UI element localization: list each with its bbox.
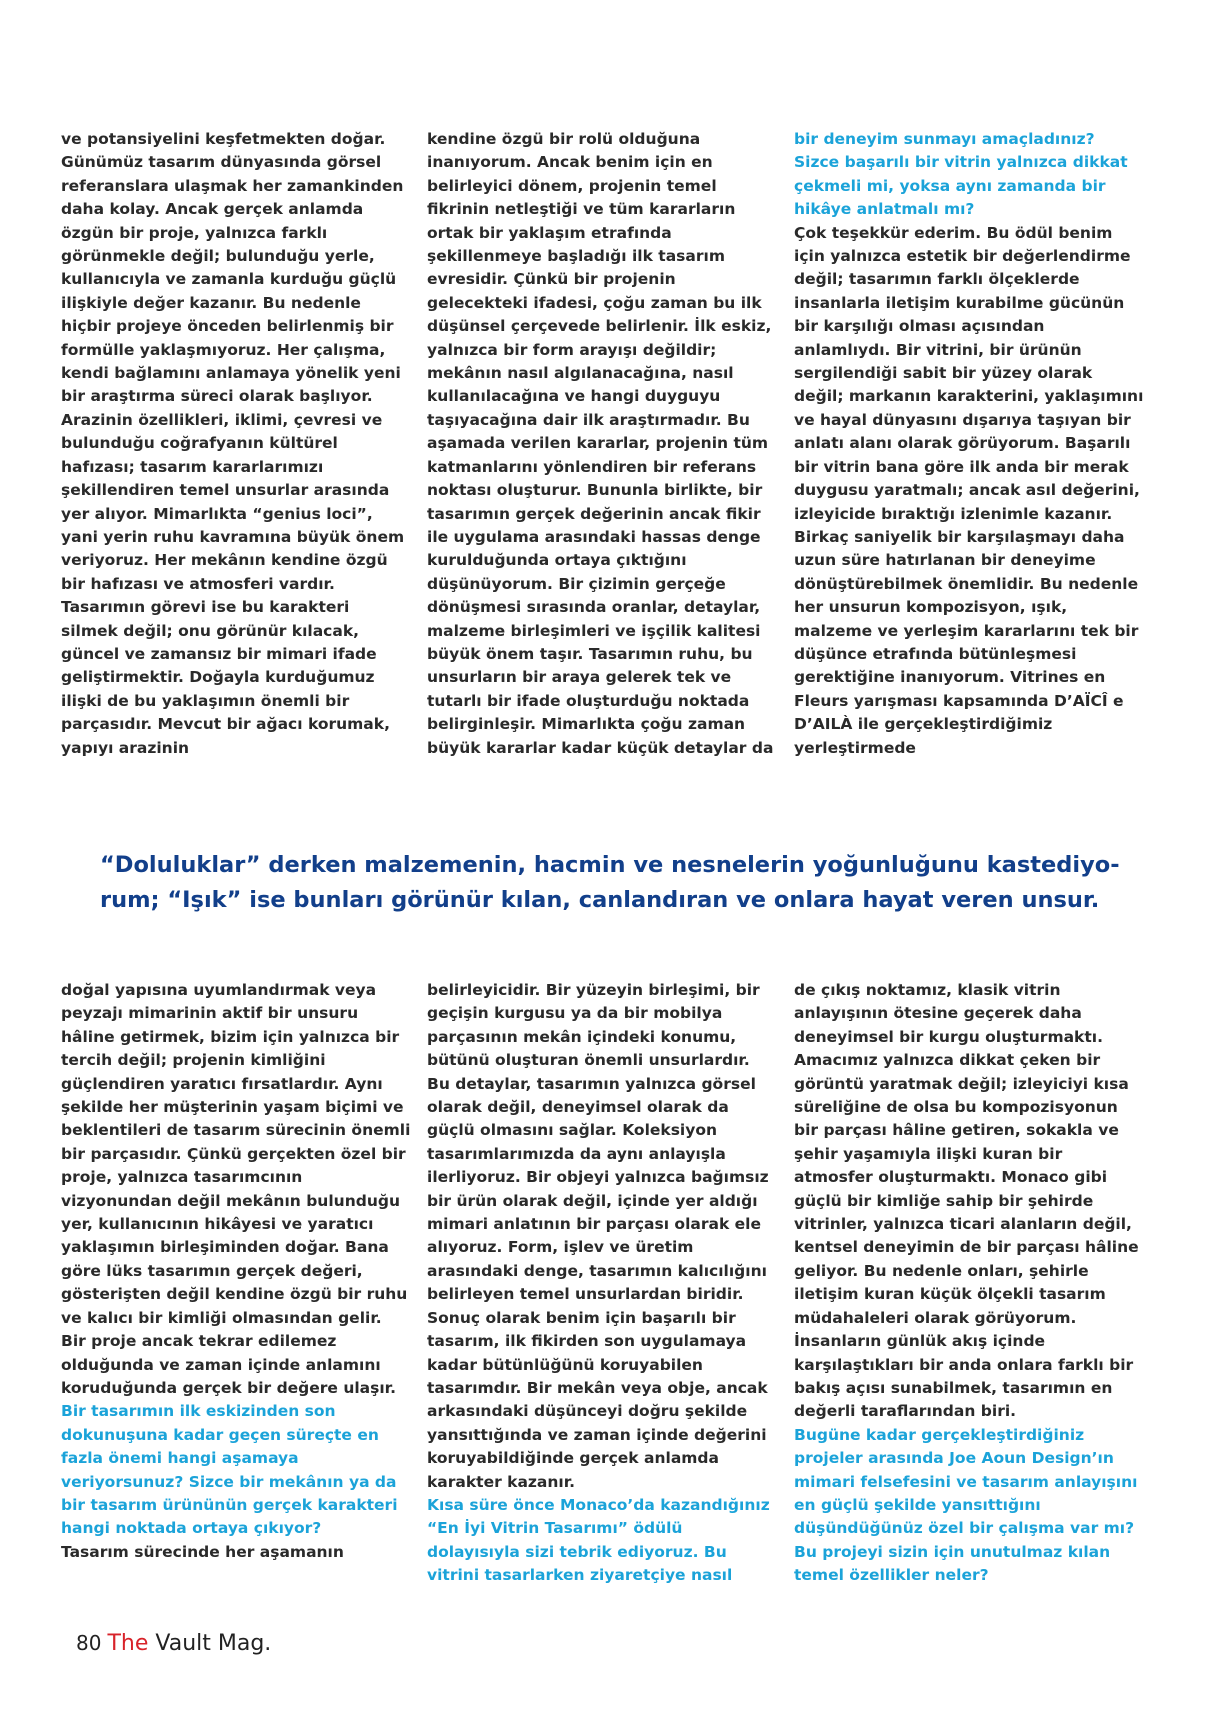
article-column-bottom-left — [61, 979, 411, 1564]
pull-quote-line: rum; “Işık” ise bunları görünür kılan, canlandıran ve onlara hayat veren unsur. — [100, 887, 1100, 913]
interview-question: Bir tasarımın ilk eskizinden son dokunuşuna kadar geçen süreçte en fazla önemi hangi aşamaya veriyorsunuz? Sizce bir mekânın ya da bir tasarım ürününün gerçek karakteri hangi noktada ortaya çıkıyor? — [61, 1402, 398, 1538]
article-column-top-right — [794, 128, 1144, 760]
interview-question: Bugüne kadar gerçekleştirdiğiniz projeler arasında Joe Aoun Design’ın mimari felsefesini ve tasarım anlayışını en güçlü şekilde yansıttığını düşündüğünüz özel bir çalışma var mı? Bu projeyi sizin için unutulmaz kılan temel özellikler neler? — [794, 1425, 1138, 1585]
pull-quote-line: “Doluluklar” derken malzemenin, hacmin ve nesnelerin yoğunluğunu kastediyo- — [100, 852, 1120, 878]
article-column-bottom-right — [794, 979, 1144, 1588]
page-number: 80 — [76, 1631, 102, 1655]
brand-name: Vault Mag. — [148, 1631, 272, 1656]
body-paragraph: de çıkış noktamız, klasik vitrin anlayışının ötesine geçerek daha deneyimsel bir kurgu oluşturmaktı. Amacımız yalnızca dikkat çeken bir görüntü yaratmak değil; izleyiciyi kısa süreliğine de olsa bu kompozisyonun bir parçası hâline getiren, sokakla ve şehir yaşamıyla ilişki kuran bir atmosfer oluşturmaktı. Monaco gibi güçlü bir kimliğe sahip bir şehirde vitrinler, yalnızca ticari alanların değil, kentsel deneyimin de bir parçası hâline geliyor. Bu nedenle onları, şehirle iletişim kuran küçük ölçekli tasarım müdahaleleri olarak görüyorum. İnsanların günlük akış içinde karşılaştıkları bir anda onlara farklı bir bakış açısı sunabilmek, tasarımın en değerli taraflarından biri. — [794, 981, 1139, 1421]
article-column-top-middle — [427, 128, 777, 760]
body-paragraph: doğal yapısına uyumlandırmak veya peyzajı mimarinin aktif bir unsuru hâline getirmek, bizim için yalnızca bir tercih değil; projenin kimliğini güçlendiren yaratıcı fırsatlardır. Aynı şekilde her müşterinin yaşam biçimi ve beklentileri de tasarım sürecinin önemli bir parçasıdır. Çünkü gerçekten özel bir proje, yalnızca tasarımcının vizyonundan değil mekânın bulunduğu yer, kullanıcının hikâyesi ve yaratıcı yaklaşımın birleşiminden doğar. Bana göre lüks tasarımın gerçek değeri, gösterişten değil kendine özgü bir ruhu ve kalıcı bir kimliği olmasından gelir. Bir proje ancak tekrar edilemez olduğunda ve zaman içinde anlamını koruduğunda gerçek bir değere ulaşır. — [61, 981, 411, 1397]
page-footer — [76, 1631, 271, 1656]
body-paragraph: Tasarım sürecinde her aşamanın — [61, 1542, 344, 1561]
body-paragraph: belirleyicidir. Bir yüzeyin birleşimi, bir geçişin kurgusu ya da bir mobilya parçasının mekân içindeki konumu, bütünü oluşturan önemli unsurlardır. Bu detaylar, tasarımın yalnızca görsel olarak değil, deneyimsel olarak da güçlü olmasını sağlar. Koleksiyon tasarımlarımızda da aynı anlayışla ilerliyoruz. Bir objeyi yalnızca bağımsız bir ürün olarak değil, içinde yer aldığı mimari anlatının bir parçası olarak ele alıyoruz. Form, işlev ve üretim arasındaki denge, tasarımın kalıcılığını belirleyen temel unsurlardan biridir. Sonuç olarak benim için başarılı bir tasarım, ilk fikirden son uygulamaya kadar bütünlüğünü koruyabilen tasarımdır. Bir mekân veya obje, ancak arkasındaki düşünceyi doğru şekilde yansıttığında ve zaman içinde değerini koruyabildiğinde gerçek anlamda karakter kazanır. — [427, 981, 769, 1491]
body-paragraph: ve potansiyelini keşfetmekten doğar. Günümüz tasarım dünyasında görsel referanslara ulaşmak her zamankinden daha kolay. Ancak gerçek anlamda özgün bir proje, yalnızca farklı görünmekle değil; bulunduğu yerle, kullanıcıyla ve zamanla kurduğu güçlü ilişkiyle değer kazanır. Bu nedenle hiçbir projeye önceden belirlenmiş bir formülle yaklaşmıyoruz. Her çalışma, kendi bağlamını anlamaya yönelik yeni bir araştırma süreci olarak başlıyor. Arazinin özellikleri, iklimi, çevresi ve bulunduğu coğrafyanın kültürel hafızası; tasarım kararlarımızı şekillendiren temel unsurlar arasında yer alıyor. Mimarlıkta “genius loci”, yani yerin ruhu kavramına büyük önem veriyoruz. Her mekânın kendine özgü bir hafızası ve atmosferi vardır. Tasarımın görevi ise bu karakteri silmek değil; onu görünür kılacak, güncel ve zamansız bir mimari ifade geliştirmektir. Doğayla kurduğumuz ilişki de bu yaklaşımın önemli bir parçasıdır. Mevcut bir ağacı korumak, yapıyı arazinin — [61, 130, 405, 757]
body-paragraph: Çok teşekkür ederim. Bu ödül benim için yalnızca estetik bir değerlendirme değil; tasarımın farklı ölçeklerde insanlarla iletişim kurabilme gücünün bir karşılığı olması açısından anlamlıydı. Bir vitrini, bir ürünün sergilendiği sabit bir yüzey olarak değil; markanın karakterini, yaklaşımını ve hayal dünyasını dışarıya taşıyan bir anlatı alanı olarak görüyorum. Başarılı bir vitrin bana göre ilk anda bir merak duygusu yaratmalı; ancak asıl değerini, izleyicide bıraktığı izlenimle kazanır. Birkaç saniyelik bir karşılaşmayı daha uzun süre hatırlanan bir deneyime dönüştürebilmek önemlidir. Bu nedenle her unsurun kompozisyon, ışık, malzeme ve yerleşim kararlarını tek bir düşünce etrafında bütünleşmesi gerektiğine inanıyorum. Vitrines en Fleurs yarışması kapsamında D’AÏCÎ e D’AILÀ ile gerçekleştirdiğimiz yerleştirmede — [794, 223, 1144, 757]
body-paragraph: kendine özgü bir rolü olduğuna inanıyorum. Ancak benim için en belirleyici dönem, projenin temel fikrinin netleştiği ve tüm kararların ortak bir yaklaşım etrafında şekillenmeye başladığı ilk tasarım evresidir. Çünkü bir projenin gelecekteki ifadesi, çoğu zaman bu ilk düşünsel çerçevede belirlenir. İlk eskiz, yalnızca bir form arayışı değildir; mekânın nasıl algılanacağına, nasıl kullanılacağına ve hangi duyguyu taşıyacağına dair ilk araştırmadır. Bu aşamada verilen kararlar, projenin tüm katmanlarını yönlendiren bir referans noktası oluşturur. Bununla birlikte, bir tasarımın gerçek değerinin ancak fikir ile uygulama arasındaki hassas denge kurulduğunda ortaya çıktığını düşünüyorum. Bir çizimin gerçeğe dönüşmesi sırasında oranlar, detaylar, malzeme birleşimleri ve işçilik kalitesi büyük önem taşır. Tasarımın ruhu, bu unsurların bir araya gelerek tek ve tutarlı bir ifade oluşturduğu noktada belirginleşir. Mimarlıkta çoğu zaman büyük kararlar kadar küçük detaylar da — [427, 130, 774, 757]
interview-question: Kısa süre önce Monaco’da kazandığınız “En İyi Vitrin Tasarımı” ödülü dolayısıyla sizi tebrik ediyoruz. Bu vitrini tasarlarken ziyaretçiye nasıl — [427, 1495, 770, 1585]
article-column-top-left — [61, 128, 411, 760]
article-column-bottom-middle — [427, 979, 777, 1588]
brand-the: The — [107, 1631, 149, 1656]
interview-question: bir deneyim sunmayı amaçladınız? Sizce başarılı bir vitrin yalnızca dikkat çekmeli mi, yoksa aynı zamanda bir hikâye anlatmalı mı? — [794, 130, 1128, 219]
pull-quote — [100, 848, 1140, 918]
